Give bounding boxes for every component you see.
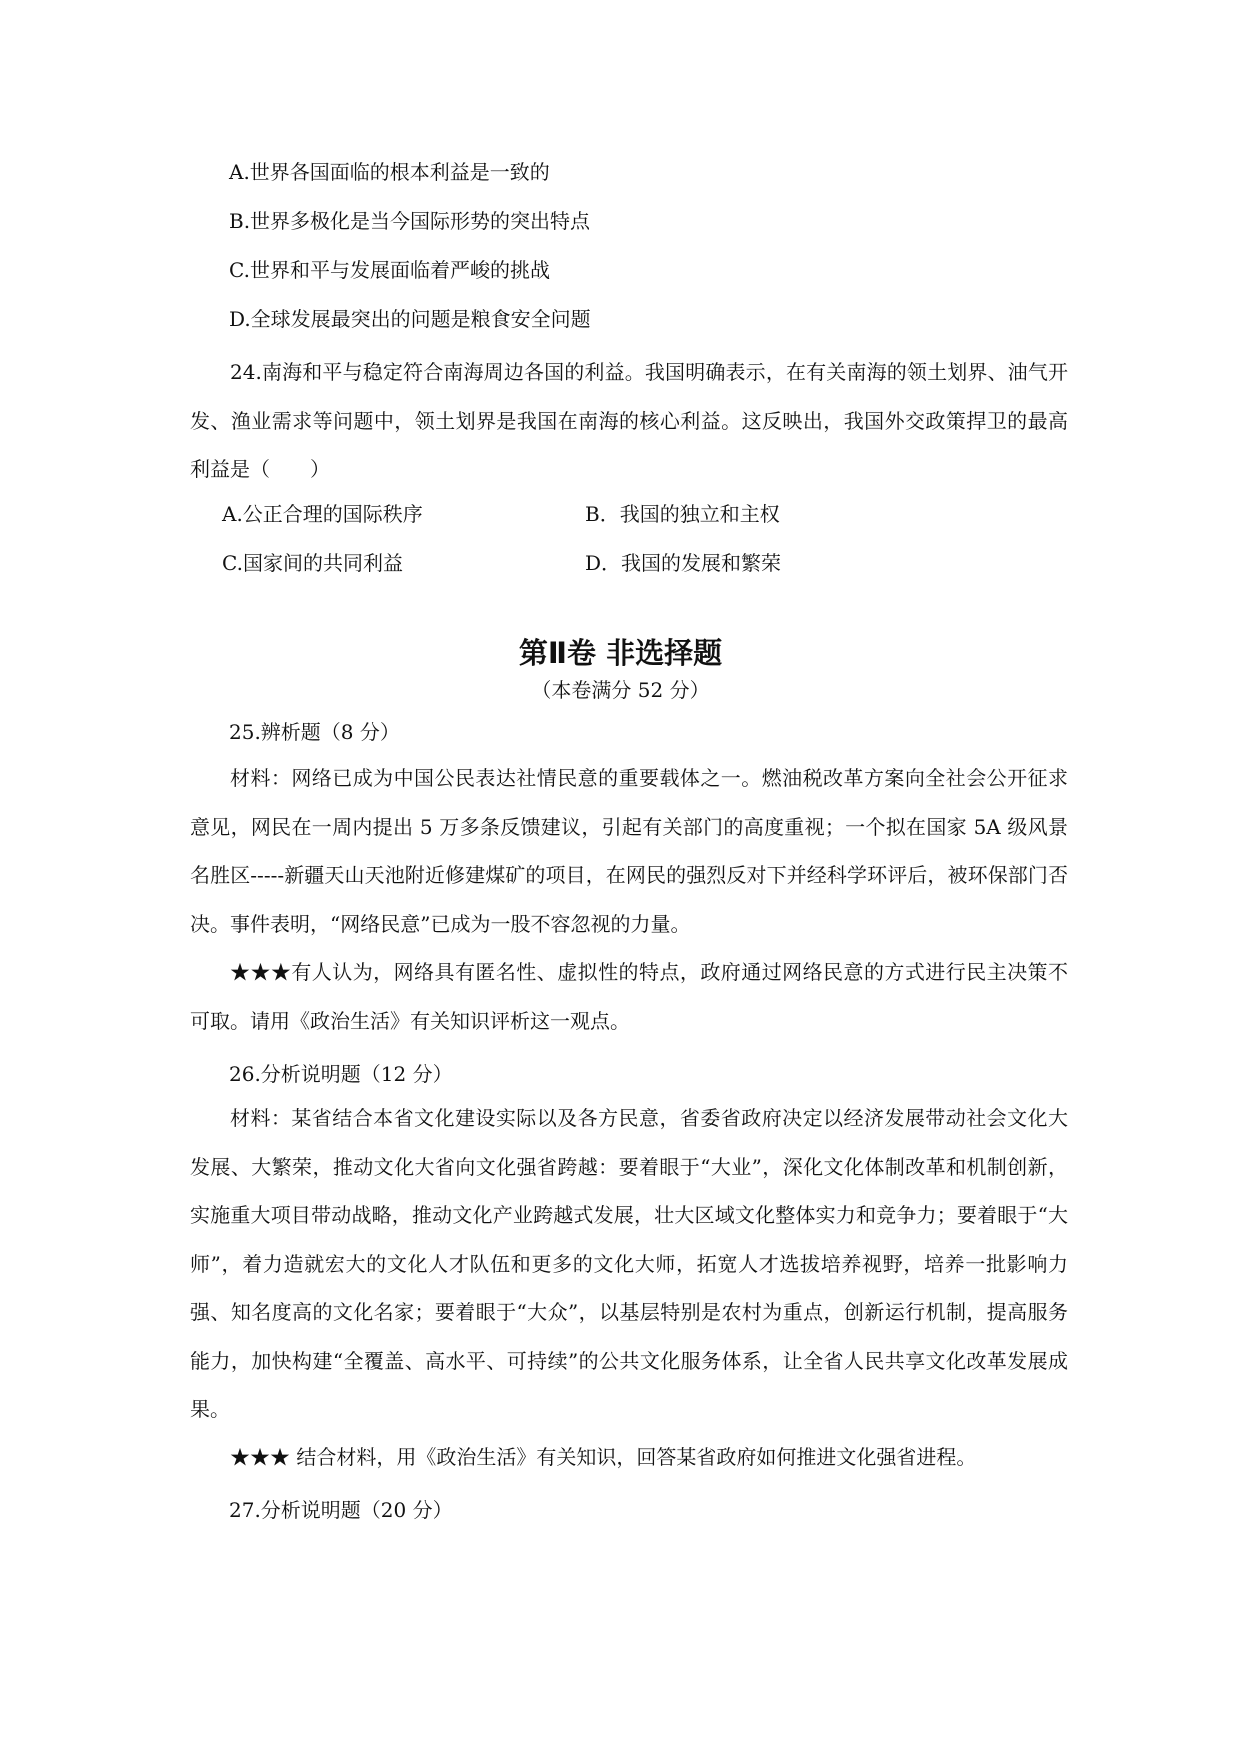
q24-stem: 24.南海和平与稳定符合南海周边各国的利益。我国明确表示，在有关南海的领土划界、油气开发、渔业需求等问题中，领土划界是我国在南海的核心利益。这反映出，我国外交政策捍卫的最高利益是（ ） xyxy=(190,360,1068,481)
q27-heading: 27.分析说明题（20 分） xyxy=(229,1498,453,1522)
q25-heading: 25.辨析题（8 分） xyxy=(229,720,400,744)
q24-option-a: A.公正合理的国际秩序 xyxy=(222,502,423,526)
q23-option-b: B.世界多极化是当今国际形势的突出特点 xyxy=(229,209,591,233)
q25-question: ★★★有人认为，网络具有匿名性、虚拟性的特点，政府通过网络民意的方式进行民主决策不可取。请用《政治生活》有关知识评析这一观点。 xyxy=(190,960,1068,1033)
section-title: 第Ⅱ卷 非选择题 xyxy=(518,636,723,670)
q24-option-c: C.国家间的共同利益 xyxy=(222,551,403,575)
q26-question: ★★★ 结合材料，用《政治生活》有关知识，回答某省政府如何推进文化强省进程。 xyxy=(230,1445,977,1469)
q26-material: 材料：某省结合本省文化建设实际以及各方民意，省委省政府决定以经济发展带动社会文化大发展、大繁荣，推动文化大省向文化强省跨越：要着眼于“大业”，深化文化体制改革和机制创新，实施重大项目带动战略，推动文化产业跨越式发展，壮大区域文化整体实力和竞争力；要着眼于“大师”，着力造就宏大的文化人才队伍和更多的文化大师，拓宽人才选拔培养视野，培养一批影响力强、知名度高的文化名家；要着眼于“大众”，以基层特别是农村为重点，创新运行机制，提高服务能力，加快构建“全覆盖、高水平、可持续”的公共文化服务体系，让全省人民共享文化改革发展成果。 xyxy=(190,1106,1068,1421)
q23-option-c: C.世界和平与发展面临着严峻的挑战 xyxy=(229,258,550,282)
q23-option-d: D.全球发展最突出的问题是粮食安全问题 xyxy=(229,307,591,331)
q23-option-a: A.世界各国面临的根本利益是一致的 xyxy=(229,160,550,184)
q24-option-b: B．我国的独立和主权 xyxy=(585,502,780,526)
q24-option-d: D．我国的发展和繁荣 xyxy=(585,551,782,575)
q26-heading: 26.分析说明题（12 分） xyxy=(229,1062,453,1086)
q25-material: 材料：网络已成为中国公民表达社情民意的重要载体之一。燃油税改革方案向全社会公开征求意见，网民在一周内提出 5 万多条反馈建议，引起有关部门的高度重视；一个拟在国家 5A 级风景名胜区-----新疆天山天池附近修建煤矿的项目，在网民的强烈反对下并经科学环评后，被环保部门否决。事件表明，“网络民意”已成为一股不容忽视的力量。 xyxy=(190,766,1068,936)
section-subtitle: （本卷满分 52 分） xyxy=(531,678,710,702)
